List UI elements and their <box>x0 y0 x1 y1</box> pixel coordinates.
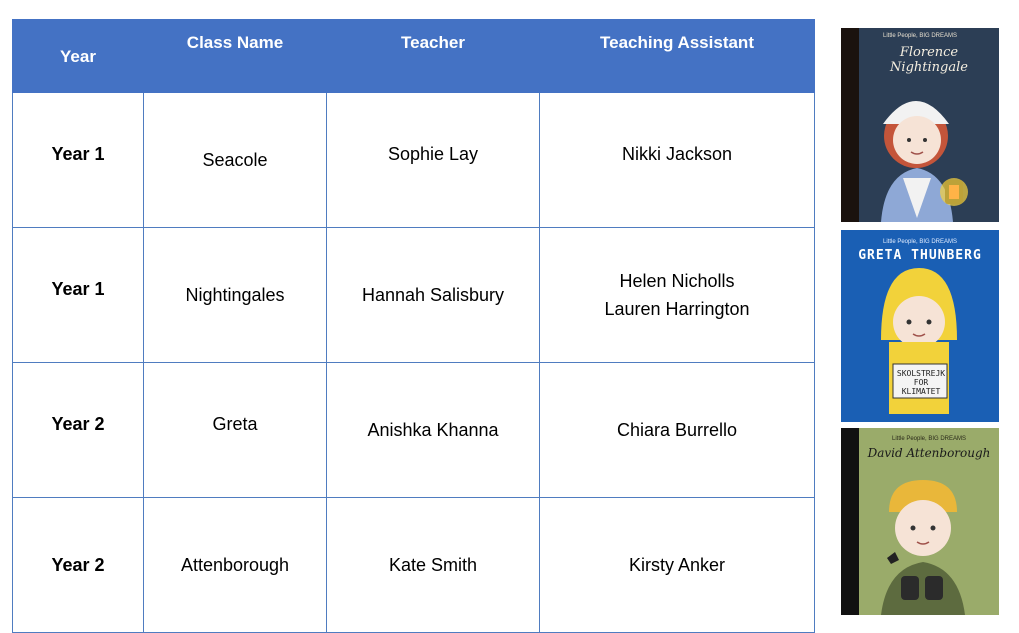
class-name-cell <box>144 228 327 363</box>
teacher-text: Anishka Khanna <box>367 420 499 440</box>
assistant-text: Chiara Burrello <box>616 420 738 440</box>
cover-series-text: Little People, BIG DREAMS <box>882 33 958 39</box>
table-row <box>13 228 815 363</box>
year-cell <box>13 498 144 633</box>
class-name-text: Seacole <box>202 150 268 170</box>
sign-line: KLIMATET <box>901 387 941 396</box>
cover-series-text: Little People, BIG DREAMS <box>882 239 958 245</box>
table-row <box>13 363 815 498</box>
header-class-name: Class Name <box>144 20 327 93</box>
assistant-cell <box>540 498 815 633</box>
book-cover-david-attenborough <box>841 428 999 615</box>
assistant-text: Kirsty Anker <box>628 555 726 575</box>
table-row <box>13 93 815 228</box>
teacher-cell <box>327 93 540 228</box>
teacher-text: Hannah Salisbury <box>361 285 505 305</box>
sign-line: SKOLSTREJK <box>896 369 946 378</box>
class-name-cell <box>144 93 327 228</box>
year-cell <box>13 363 144 498</box>
assistant-text: Nikki Jackson <box>621 144 733 164</box>
sign-line: FOR <box>913 378 929 387</box>
book-cover-florence-nightingale <box>841 28 999 222</box>
class-name-text: Nightingales <box>185 285 285 305</box>
cover-sign <box>893 369 949 396</box>
teacher-text: Kate Smith <box>388 555 478 575</box>
class-name-text: Greta <box>212 414 258 434</box>
class-name-cell <box>144 363 327 498</box>
teacher-text: Sophie Lay <box>387 144 479 164</box>
cover-title-text: GRETA THUNBERG <box>858 248 982 263</box>
assistant-text: Helen Nicholls <box>619 271 735 291</box>
assistant-cell <box>540 93 815 228</box>
attenborough-illustration <box>841 428 999 615</box>
assistant-cell <box>540 228 815 363</box>
table-header-row <box>13 20 815 93</box>
cover-title-text: David Attenborough <box>867 446 991 460</box>
class-table <box>12 19 815 633</box>
teacher-cell <box>327 228 540 363</box>
year-text: Year 1 <box>51 144 105 164</box>
year-text: Year 1 <box>51 279 105 299</box>
nurse-illustration <box>841 28 999 222</box>
assistant-cell <box>540 363 815 498</box>
teacher-cell <box>327 363 540 498</box>
year-cell <box>13 93 144 228</box>
class-name-text: Attenborough <box>180 555 290 575</box>
cover-series-text: Little People, BIG DREAMS <box>891 436 967 442</box>
year-text: Year 2 <box>51 555 105 575</box>
year-text: Year 2 <box>51 414 105 434</box>
year-cell <box>13 228 144 363</box>
book-cover-greta-thunberg <box>841 230 999 422</box>
assistant-text: Lauren Harrington <box>604 299 750 319</box>
header-teaching-assistant: Teaching Assistant <box>540 20 815 93</box>
teacher-cell <box>327 498 540 633</box>
table-row <box>13 498 815 633</box>
cover-title-text: Florence Nightingale <box>890 45 968 75</box>
class-name-cell <box>144 498 327 633</box>
header-year: Year <box>13 20 144 93</box>
header-teacher: Teacher <box>327 20 540 93</box>
